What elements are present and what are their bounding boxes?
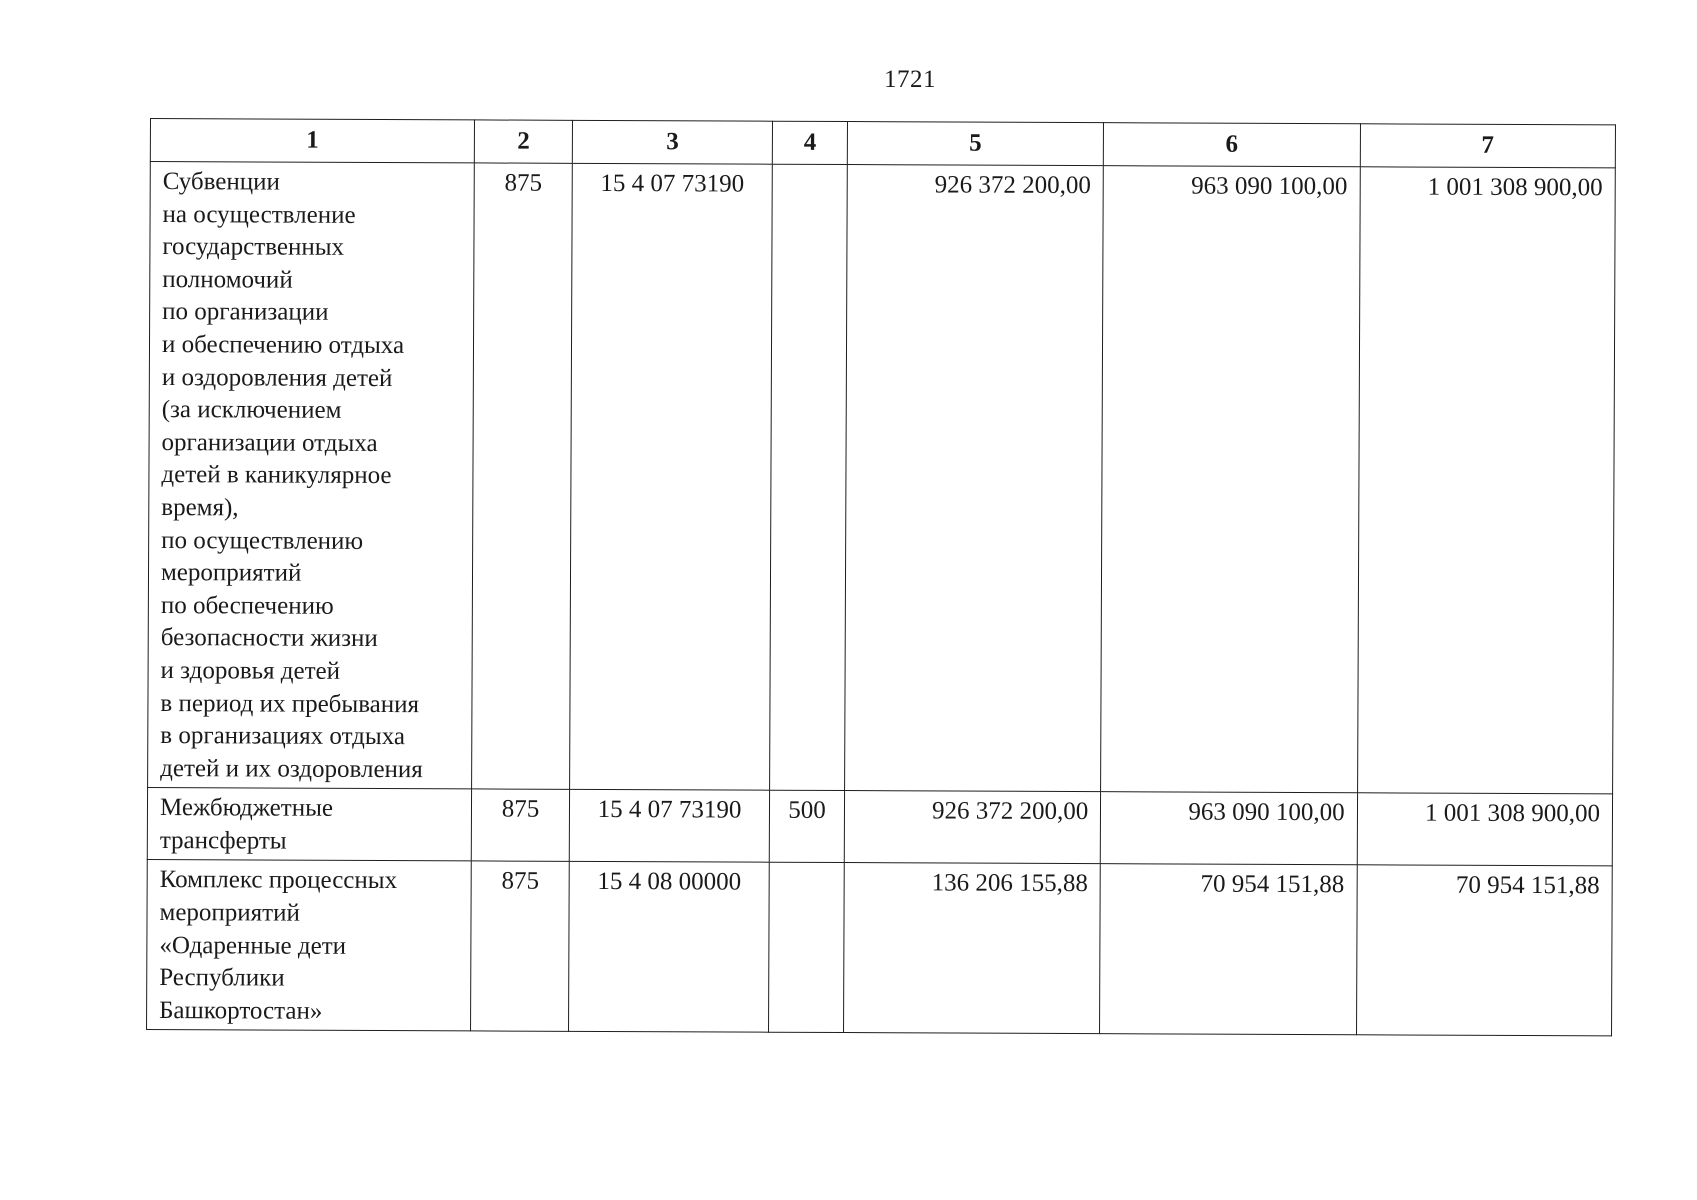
row-name-cell [147,860,472,1031]
expense-type-cell: 500 [770,790,845,863]
row-name-line: и обеспечению отдыха [161,331,405,360]
row-name-line: и здоровья детей [160,656,341,685]
row-name-line: «Одаренные дети [159,931,347,960]
row-name-line: Межбюджетные [159,794,334,823]
row-name-line: безопасности жизни [160,624,378,653]
row-name-line: мероприятий [160,559,302,587]
amount-cell-year-2: 70 954 151,88 [1100,864,1357,1035]
row-name-line: полномочий [162,265,293,294]
amount-cell-year-3: 70 954 151,88 [1356,865,1612,1036]
row-name-line: Башкортостан» [159,996,323,1025]
target-article-cell: 15 4 08 00000 [568,862,769,1033]
row-name-line: по осуществлению [161,526,364,555]
row-name-line: в организациях отдыха [160,722,406,751]
table-row [147,860,1613,1036]
column-header-6: 6 [1104,123,1361,167]
ministry-code-cell: 875 [471,861,569,1031]
page-number: 1721 [884,66,936,93]
amount-cell-year-2: 963 090 100,00 [1101,792,1358,865]
row-name-line: в период их пребывания [160,689,420,718]
row-name-line: детей в каникулярное [161,461,392,490]
row-name-line: на осуществление [162,200,356,229]
amount-cell-year-1: 926 372 200,00 [844,791,1101,864]
amount-cell-year-1: 926 372 200,00 [844,165,1103,792]
table-row [147,788,1612,867]
amount-cell-year-3: 1 001 308 900,00 [1357,167,1615,794]
amount-cell-year-2: 963 090 100,00 [1101,166,1360,793]
row-name-line: время), [161,493,239,522]
ministry-code-cell: 875 [472,163,572,790]
budget-table [146,118,1616,1037]
row-name-line: Субвенции [162,168,280,196]
column-header-4: 4 [773,121,848,164]
column-header-2: 2 [475,120,573,163]
row-name-line: организации отдыха [161,428,378,457]
column-header-1: 1 [150,119,475,163]
row-name-line: по обеспечению [160,591,334,620]
column-header-5: 5 [847,122,1104,166]
row-name-line: мероприятий [159,899,300,927]
column-header-3: 3 [572,120,773,164]
amount-cell-year-1: 136 206 155,88 [843,863,1100,1034]
amount-cell-year-3: 1 001 308 900,00 [1357,793,1613,866]
row-name-line: по организации [162,298,329,327]
table-row [148,162,1616,795]
column-header-7: 7 [1360,124,1616,168]
row-name-line: трансферты [159,826,287,855]
row-name-line: (за исключением [161,396,342,424]
row-name-line: детей и их оздоровления [160,754,423,783]
expense-type-cell [769,863,844,1033]
row-name-line: и оздоровления детей [161,363,393,392]
row-name-cell [147,788,472,862]
header-row [150,119,1615,168]
row-name-line: государственных [162,233,345,262]
target-article-cell: 15 4 07 73190 [569,163,772,790]
expense-type-cell [770,164,847,791]
row-name-line: Республики [159,964,285,992]
row-name-cell [148,162,475,790]
row-name-line: Комплекс процессных [159,866,398,895]
ministry-code-cell: 875 [472,789,570,862]
target-article-cell: 15 4 07 73190 [569,790,770,863]
